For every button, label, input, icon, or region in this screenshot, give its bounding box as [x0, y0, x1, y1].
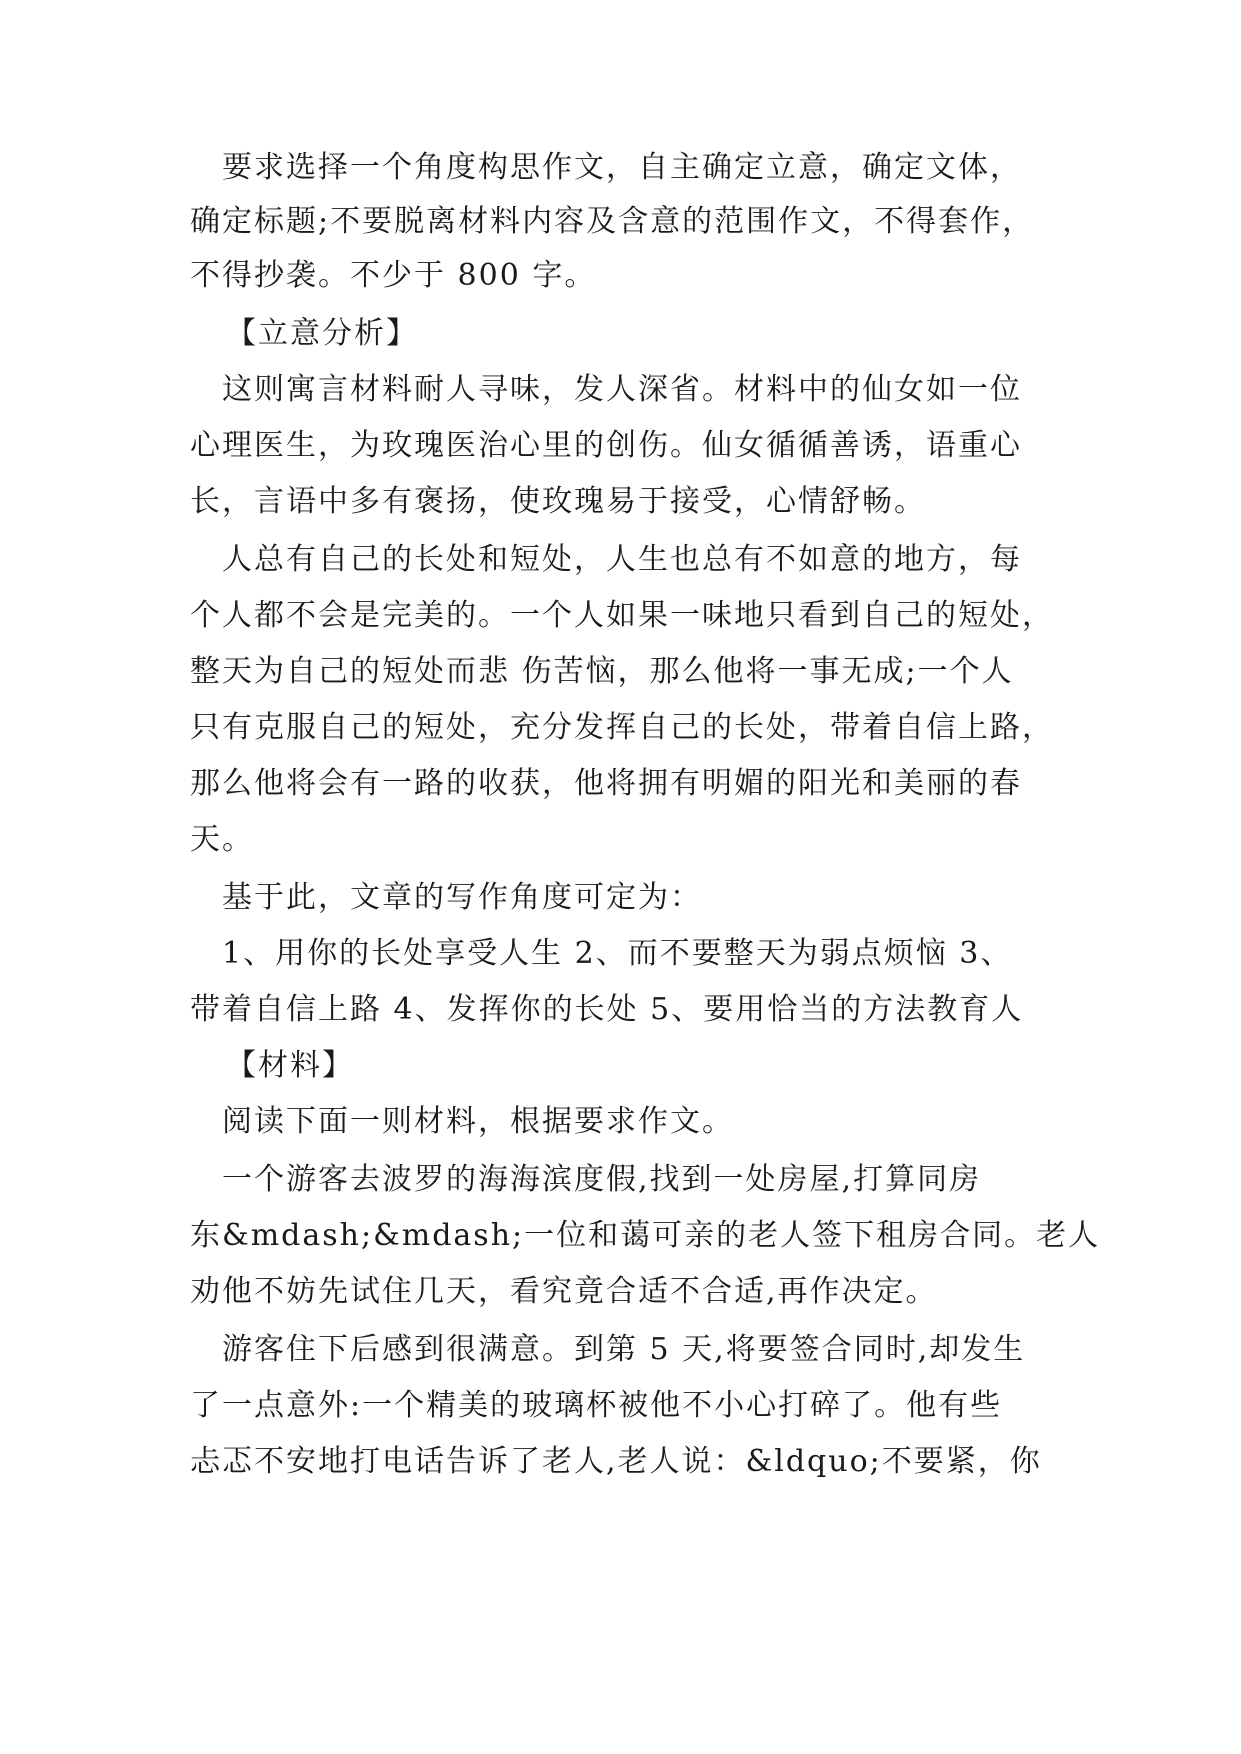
- paragraph-strengths-line-3: 整天为自己的短处而悲 伤苦恼，那么他将一事无成;一个人: [190, 654, 1014, 689]
- paragraph-analysis-line-3: 长，言语中多有褒扬，使玫瑰易于接受，心情舒畅。: [190, 484, 926, 519]
- section-heading-material: 【材料】: [226, 1048, 354, 1083]
- paragraph-angles-line-1: 1、用你的长处享受人生 2、而不要整天为弱点烦恼 3、: [222, 936, 1013, 971]
- paragraph-story2-line-3: 忐忑不安地打电话告诉了老人,老人说：&ldquo;不要紧，你: [190, 1444, 1042, 1479]
- paragraph-requirements-line-3: 不得抄袭。不少于 800 字。: [190, 258, 597, 293]
- paragraph-strengths-line-1: 人总有自己的长处和短处，人生也总有不如意的地方，每: [222, 542, 1022, 577]
- paragraph-analysis-line-1: 这则寓言材料耐人寻味，发人深省。材料中的仙女如一位: [222, 372, 1022, 407]
- section-heading-analysis: 【立意分析】: [226, 316, 418, 351]
- paragraph-material-instruction: 阅读下面一则材料，根据要求作文。: [222, 1104, 734, 1139]
- paragraph-strengths-line-6: 天。: [190, 822, 254, 857]
- paragraph-strengths-line-5: 那么他将会有一路的收获，他将拥有明媚的阳光和美丽的春: [190, 766, 1022, 801]
- paragraph-story-line-3: 劝他不妨先试住几天，看究竟合适不合适,再作决定。: [190, 1274, 938, 1309]
- paragraph-story2-line-2: 了一点意外:一个精美的玻璃杯被他不小心打碎了。他有些: [190, 1388, 1003, 1423]
- paragraph-strengths-line-2: 个人都不会是完美的。一个人如果一味地只看到自己的短处，: [190, 598, 1054, 633]
- paragraph-requirements-line-1: 要求选择一个角度构思作文，自主确定立意，确定文体，: [222, 150, 1022, 185]
- paragraph-strengths-line-4: 只有克服自己的短处，充分发挥自己的长处，带着自信上路，: [190, 710, 1054, 745]
- paragraph-story-line-2: 东&mdash;&mdash;一位和蔼可亲的老人签下租房合同。老人: [190, 1218, 1101, 1253]
- paragraph-requirements-line-2: 确定标题;不要脱离材料内容及含意的范围作文，不得套作，: [190, 204, 1035, 239]
- paragraph-angles-intro: 基于此，文章的写作角度可定为：: [222, 880, 702, 915]
- paragraph-angles-line-2: 带着自信上路 4、发挥你的长处 5、要用恰当的方法教育人: [190, 992, 1024, 1027]
- paragraph-analysis-line-2: 心理医生，为玫瑰医治心里的创伤。仙女循循善诱，语重心: [190, 428, 1022, 463]
- paragraph-story-line-1: 一个游客去波罗的海海滨度假,找到一处房屋,打算同房: [222, 1162, 982, 1197]
- paragraph-story2-line-1: 游客住下后感到很满意。到第 5 天,将要签合同时,却发生: [222, 1332, 1026, 1367]
